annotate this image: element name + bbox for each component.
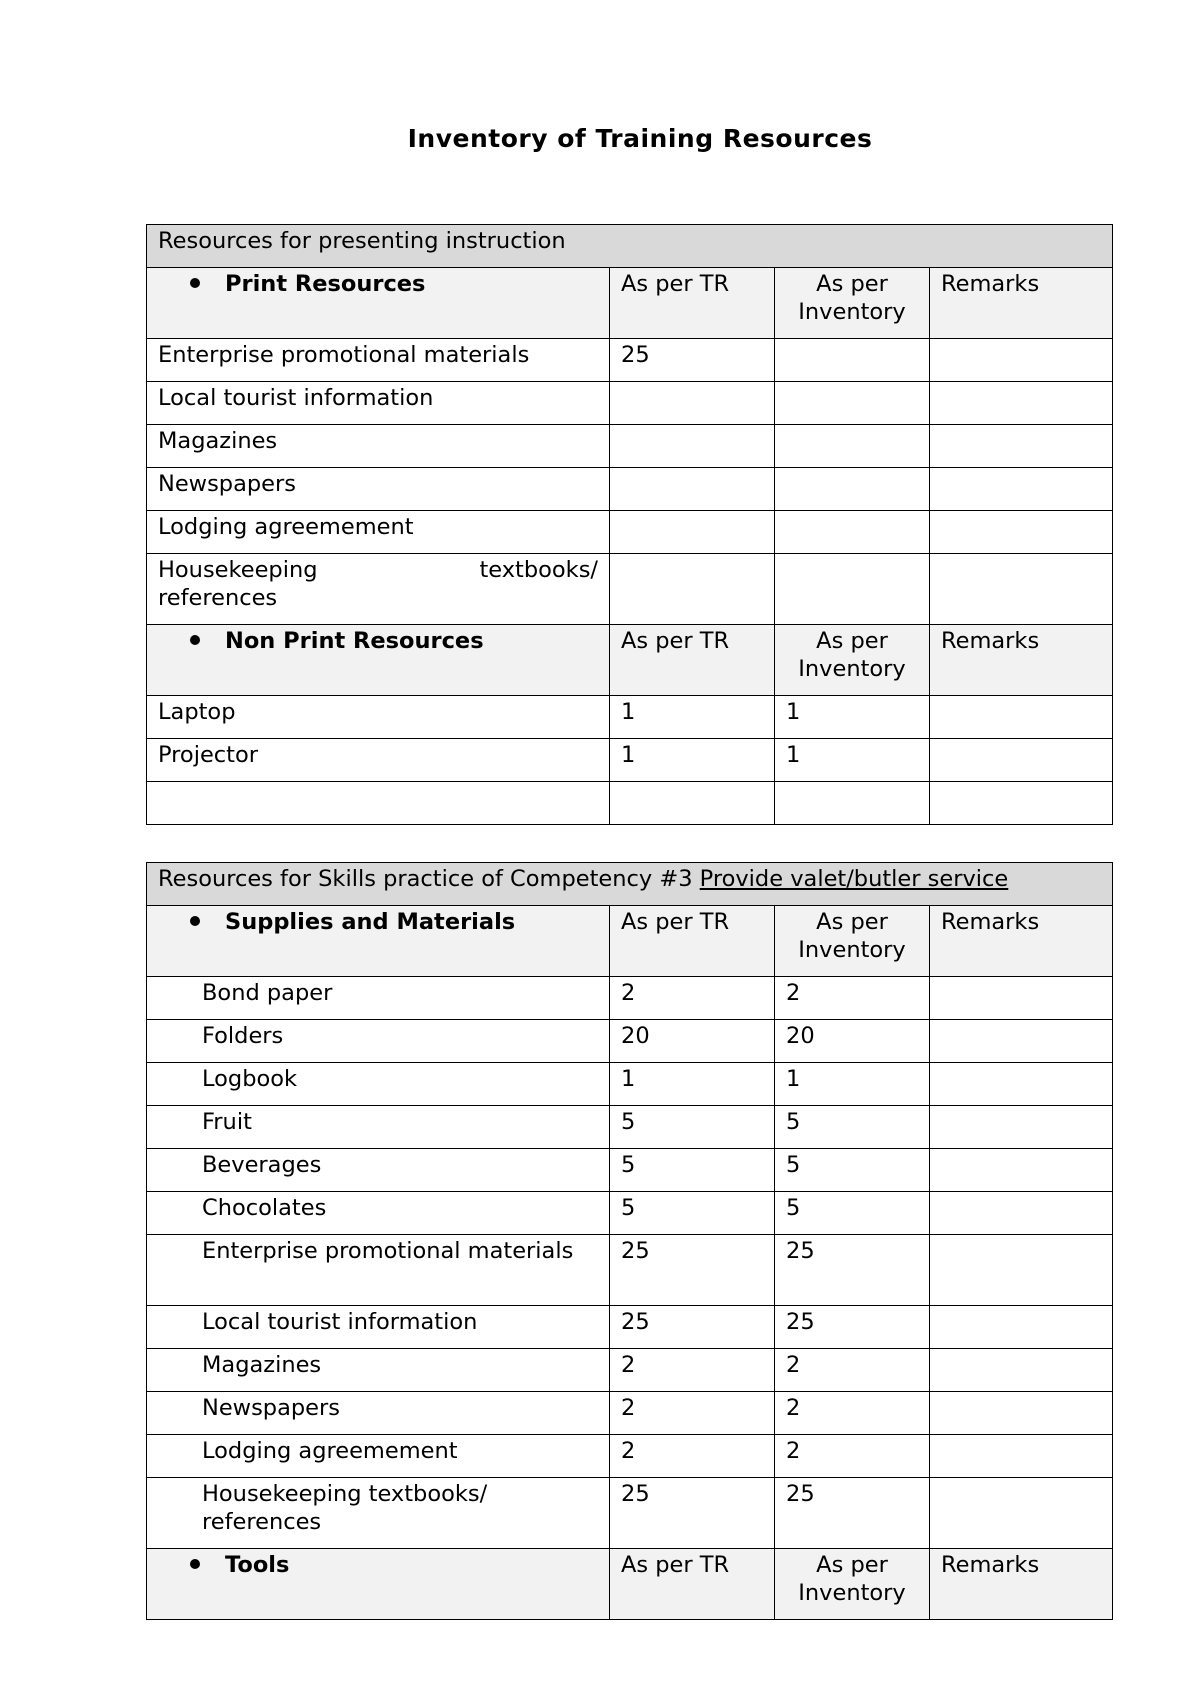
tr-cell: 5 [610,1106,775,1149]
section-title-text: Resources for Skills practice of Competency #3 [158,866,700,892]
category-cell [147,906,610,977]
col-remarks-header: Remarks [930,625,1113,696]
item-cell: Newspapers [147,468,610,511]
remarks-cell [930,1106,1113,1149]
remarks-cell [930,1349,1113,1392]
table-row [147,1235,1113,1306]
tr-cell [610,782,775,825]
remarks-cell [930,782,1113,825]
item-cell: Laptop [147,696,610,739]
item-cell: Housekeeping textbooks/ references [147,1478,610,1549]
inventory-cell: 25 [775,1306,930,1349]
tr-cell: 25 [610,1306,775,1349]
item-cell: Fruit [147,1106,610,1149]
category-label: Tools [225,1552,290,1578]
tr-cell [610,468,775,511]
page-title: Inventory of Training Resources [407,124,873,153]
tr-cell [610,511,775,554]
item-text: references [158,585,278,611]
tr-cell: 2 [610,977,775,1020]
table-row [147,425,1113,468]
item-cell: Newspapers [147,1392,610,1435]
inventory-cell: 25 [775,1235,930,1306]
inventory-cell: 20 [775,1020,930,1063]
table-row [147,696,1113,739]
tr-cell: 1 [610,696,775,739]
table-row [147,1063,1113,1106]
inventory-cell: 2 [775,1392,930,1435]
table-row [147,468,1113,511]
remarks-cell [930,1149,1113,1192]
inventory-cell [775,511,930,554]
category-label: Non Print Resources [225,628,484,654]
col-tr-header: As per TR [610,268,775,339]
inventory-cell: 2 [775,1349,930,1392]
table-row [147,382,1113,425]
remarks-cell [930,382,1113,425]
print-resources-header-row [147,268,1113,339]
remarks-cell [930,468,1113,511]
tr-cell: 1 [610,739,775,782]
inventory-cell: 1 [775,1063,930,1106]
item-cell: Enterprise promotional materials [147,339,610,382]
table-row [147,1106,1113,1149]
supplies-header-row [147,906,1113,977]
bullet-icon [190,635,200,645]
section-header-row [147,863,1113,906]
tr-cell [610,382,775,425]
col-inventory-header: As per Inventory [775,906,930,977]
inventory-cell: 1 [775,739,930,782]
item-cell: Beverages [147,1149,610,1192]
remarks-cell [930,554,1113,625]
tr-cell: 25 [610,1235,775,1306]
table-row [147,1435,1113,1478]
category-cell [147,1549,610,1620]
remarks-cell [930,1020,1113,1063]
tr-cell: 5 [610,1192,775,1235]
tr-cell: 25 [610,339,775,382]
bullet-icon [190,278,200,288]
col-remarks-header: Remarks [930,906,1113,977]
bullet-icon [190,916,200,926]
table-row [147,511,1113,554]
item-cell: Enterprise promotional materials [147,1235,610,1306]
table-row [147,1149,1113,1192]
inventory-cell [775,554,930,625]
col-inventory-header: As per Inventory [775,1549,930,1620]
skills-practice-table [146,862,1113,1620]
inventory-cell [775,468,930,511]
presenting-instruction-table [146,224,1113,825]
inventory-cell [775,339,930,382]
category-label: Print Resources [225,271,426,297]
item-cell: Chocolates [147,1192,610,1235]
col-remarks-header: Remarks [930,268,1113,339]
table-row [147,554,1113,625]
inventory-cell: 5 [775,1149,930,1192]
remarks-cell [930,1306,1113,1349]
remarks-cell [930,739,1113,782]
tr-cell: 2 [610,1349,775,1392]
inventory-cell: 2 [775,1435,930,1478]
inventory-cell: 2 [775,977,930,1020]
col-tr-header: As per TR [610,625,775,696]
item-cell: Bond paper [147,977,610,1020]
table-row [147,1020,1113,1063]
competency-link: Provide valet/butler service [699,866,1009,892]
category-label: Supplies and Materials [225,909,516,935]
table-row [147,782,1113,825]
table-row [147,339,1113,382]
category-cell [147,625,610,696]
inventory-cell [775,782,930,825]
item-cell: Projector [147,739,610,782]
table-row [147,1392,1113,1435]
category-cell [147,268,610,339]
col-inventory-header: As per Inventory [775,268,930,339]
item-cell: Local tourist information [147,382,610,425]
remarks-cell [930,1435,1113,1478]
remarks-cell [930,696,1113,739]
col-tr-header: As per TR [610,1549,775,1620]
tools-header-row [147,1549,1113,1620]
item-cell: Logbook [147,1063,610,1106]
inventory-cell: 25 [775,1478,930,1549]
remarks-cell [930,1235,1113,1306]
tr-cell: 25 [610,1478,775,1549]
remarks-cell [930,977,1113,1020]
table-row [147,739,1113,782]
item-cell: Lodging agreemement [147,1435,610,1478]
table-row [147,1306,1113,1349]
table-row [147,1478,1113,1549]
inventory-cell: 1 [775,696,930,739]
remarks-cell [930,1192,1113,1235]
inventory-cell: 5 [775,1106,930,1149]
inventory-cell [775,382,930,425]
item-cell: Lodging agreemement [147,511,610,554]
item-cell: Magazines [147,1349,610,1392]
table-row [147,1349,1113,1392]
item-text: Housekeeping [158,557,318,583]
tr-cell: 2 [610,1435,775,1478]
remarks-cell [930,425,1113,468]
item-cell: Folders [147,1020,610,1063]
table-row [147,977,1113,1020]
section-header-row [147,225,1113,268]
col-tr-header: As per TR [610,906,775,977]
remarks-cell [930,1392,1113,1435]
inventory-cell [775,425,930,468]
tr-cell [610,425,775,468]
section-title [147,863,1113,906]
tr-cell: 2 [610,1392,775,1435]
bullet-icon [190,1559,200,1569]
item-cell [147,782,610,825]
col-remarks-header: Remarks [930,1549,1113,1620]
item-cell [147,554,610,625]
tr-cell: 5 [610,1149,775,1192]
tr-cell [610,554,775,625]
section-title: Resources for presenting instruction [147,225,1113,268]
table-row [147,1192,1113,1235]
item-cell: Magazines [147,425,610,468]
tr-cell: 1 [610,1063,775,1106]
tr-cell: 20 [610,1020,775,1063]
remarks-cell [930,1063,1113,1106]
remarks-cell [930,339,1113,382]
item-text: textbooks/ [479,557,598,583]
remarks-cell [930,511,1113,554]
nonprint-resources-header-row [147,625,1113,696]
inventory-cell: 5 [775,1192,930,1235]
remarks-cell [930,1478,1113,1549]
col-inventory-header: As per Inventory [775,625,930,696]
item-cell: Local tourist information [147,1306,610,1349]
